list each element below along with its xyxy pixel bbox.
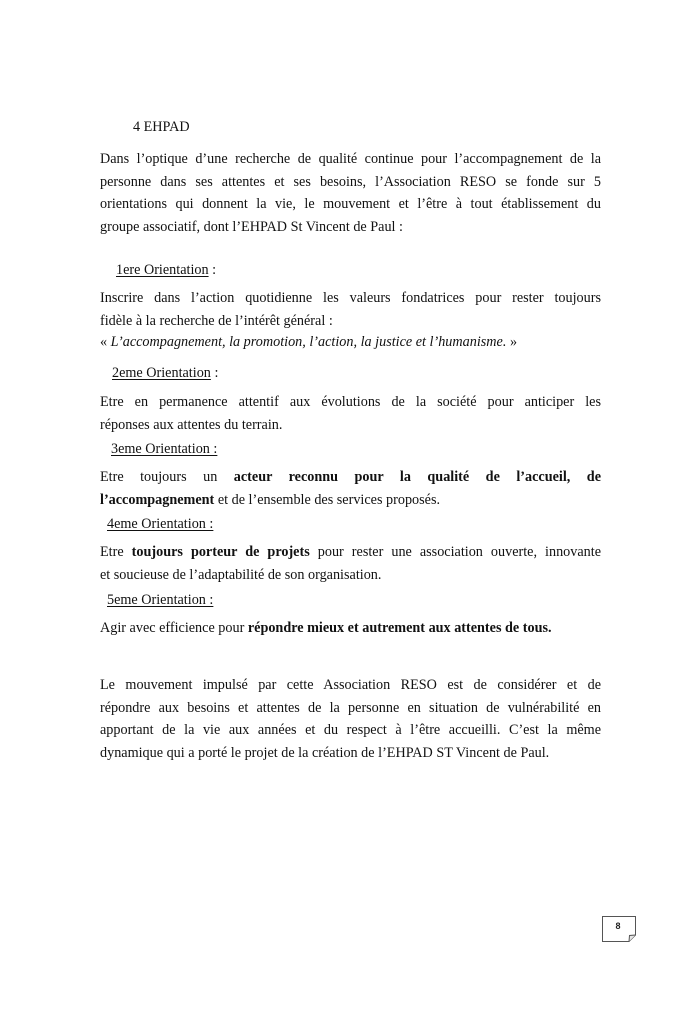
orientation-4-plain: Etre (100, 544, 132, 560)
orientation-3-bold-2: l’accompagnement (100, 491, 215, 508)
intro-line: Dans l’optique d’une recherche de qualité continue pour l’accompagnement de la (100, 151, 601, 167)
orientation-1-paragraph (100, 287, 601, 332)
intro-line: groupe associatif, dont l’EHPAD St Vincent de Paul : (100, 218, 403, 235)
values-quote (100, 334, 517, 351)
orientation-5-heading (107, 590, 213, 610)
orientation-1-line: Inscrire dans l’action quotidienne les valeurs fondatrices pour rester toujours (100, 290, 601, 306)
orientation-5-bold: répondre mieux et autrement aux attentes de tous. (247, 620, 552, 636)
intro-line: orientations qui donnent la vie, le mouvement et l’être à tout établissement du (100, 196, 601, 213)
orientation-4-heading (107, 514, 213, 534)
orientation-1-heading (116, 260, 216, 280)
orientation-4-paragraph (100, 541, 601, 586)
orientation-5-plain: Agir avec efficience pour (100, 620, 248, 636)
orientation-4-line: et soucieuse de l’adaptabilité de son organisation. (100, 566, 382, 583)
orientation-4-line (100, 541, 601, 564)
conclusion-line: apportant de la vie aux années et du respect à l’être accueilli. C’est la même (100, 722, 601, 739)
conclusion-line: répondre aux besoins et attentes de la personne en situation de vulnérabilité en (100, 699, 601, 716)
conclusion-line: Le mouvement impulsé par cette Association RESO est de considérer et de (100, 677, 601, 693)
quote-text: L’accompagnement, la promotion, l’action, la justice et l’humanisme. (110, 334, 507, 350)
orientation-4-plain-b: pour rester une association ouverte, innovante (309, 544, 602, 560)
orientation-3-heading-text: 3eme Orientation : (111, 441, 218, 457)
orientation-2-line: Etre en permanence attentif aux évolutions de la société pour anticiper les (100, 394, 601, 410)
orientation-5-heading-text: 5eme Orientation : (107, 592, 214, 608)
orientation-3-plain: Etre toujours un (100, 469, 234, 485)
intro-paragraph (100, 148, 601, 238)
orientation-1-heading-text: 1ere Orientation (116, 262, 209, 278)
orientation-2-heading-text: 2eme Orientation (112, 365, 211, 381)
page-number: 8 (615, 921, 621, 931)
orientation-3-line (100, 466, 601, 489)
orientation-3-bold: acteur reconnu pour la qualité de l’accueil, de (233, 469, 601, 485)
orientation-3-paragraph (100, 466, 601, 511)
orientation-1-line: fidèle à la recherche de l’intérêt général : (100, 312, 333, 329)
orientation-1-colon: : (208, 262, 217, 278)
orientation-3-line (100, 489, 601, 512)
orientation-2-paragraph (100, 391, 601, 436)
orientation-3-heading (111, 439, 217, 459)
orientation-4-bold: toujours porteur de projets (131, 544, 310, 560)
orientation-2-heading (112, 363, 218, 383)
orientation-2-line: réponses aux attentes du terrain. (100, 416, 283, 433)
page-number-badge (602, 916, 636, 942)
quote-close: » (506, 334, 518, 350)
orientation-5-paragraph (100, 617, 601, 640)
intro-line: personne dans ses attentes et ses besoins, l’Association RESO se fonde sur 5 (100, 173, 601, 190)
conclusion-line: dynamique qui a porté le projet de la création de l’EHPAD ST Vincent de Paul. (100, 744, 550, 761)
orientation-5-line (100, 617, 601, 640)
orientation-3-plain-2: et de l’ensemble des services proposés. (214, 491, 441, 508)
orientation-4-heading-text: 4eme Orientation : (107, 516, 214, 532)
quote-open: « (100, 334, 111, 350)
orientation-2-colon: : (210, 365, 219, 381)
section-title: 4 EHPAD (133, 119, 190, 135)
conclusion-paragraph (100, 674, 601, 764)
